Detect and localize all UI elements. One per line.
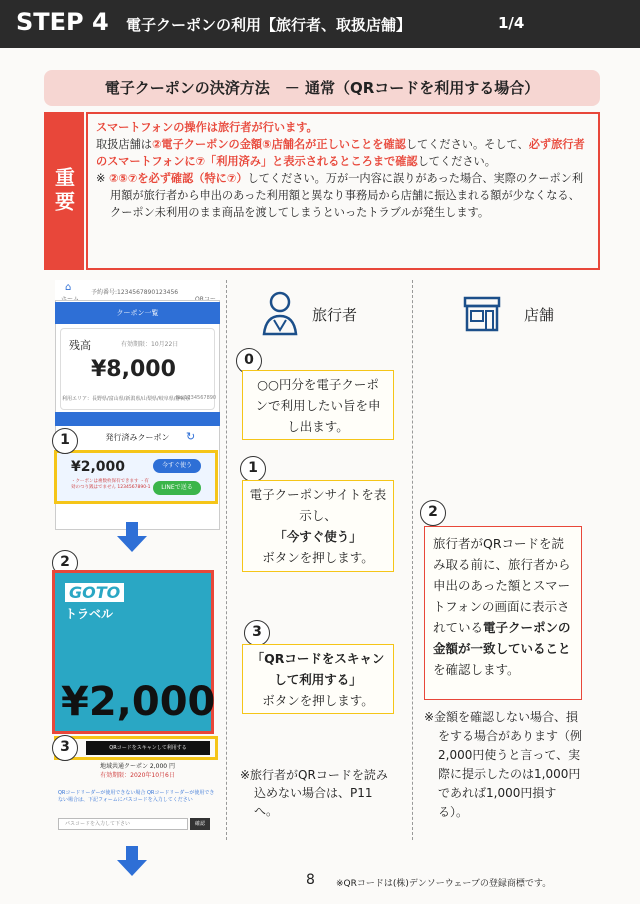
marker-3: 3 [52,735,78,761]
step-label: STEP 4 [16,8,109,36]
step-1-box [242,480,394,572]
step-2-text-b: 電子クーポンの金額が一致していること [433,620,571,656]
traveler-note: ※旅行者がQRコードを読み込めない場合は、P11へ。 [240,768,388,818]
notice-red-b: 必ず旅行者のスマートフォンに⑦「利用済み」と表示されるところまで確認 [96,138,585,168]
notice-red-a: ②電子クーポンの金額⑤店舗名が正しいことを確認 [151,138,406,151]
home-icon: ⌂ [65,282,72,293]
notice-note-red: ②⑤⑦を必ず確認（特に⑦） [108,172,248,185]
step-0-marker: 0 [236,348,262,374]
traveler-icon [262,290,298,336]
shop-heading: 店舗 [524,306,555,324]
step-3-box [242,644,394,714]
expiry-date: 有効期限：10月22日 [121,341,179,348]
step-2-text-a: 旅行者がQRコードを読み取る前に、旅行者から申出のあった額とスマートフォンの画面に表示されている [433,536,571,635]
traveler-heading: 旅行者 [312,306,358,324]
step-3-text-a: 「QRコードをスキャンして利用する」 [251,651,385,687]
important-label: 重要 [44,112,84,270]
step-1-marker: 1 [240,456,266,482]
balance-amount: ¥8,000 [91,357,176,382]
step-1-text-b: 「今すぐ使う」 [274,529,362,544]
step-0-box: ○○円分を電子クーポンで利用したい旨を申し出ます。 [242,370,394,440]
phone-band [55,412,220,426]
coupon-meta [60,762,215,780]
goto-amount: ¥2,000 [61,679,216,725]
confirm-button[interactable]: 確認 [190,818,210,830]
page-counter: 1/4 [498,14,525,32]
section-subtitle: 電子クーポンの決済方法 － 通常（QRコードを利用する場合） [44,70,600,106]
usage-area: 利用エリア：長野県/富山県/新潟県/山梨県/岐阜県/静岡県 [62,396,191,402]
passcode-input[interactable]: パスコードを入力して下さい [58,818,188,830]
step-1-text-c: ボタンを押します。 [262,550,374,565]
coupon-meta-expiry: 有効期限：2020年10月6日 [100,772,175,779]
marker-1: 1 [52,428,78,454]
coupon-number: No.1234567890 [176,395,217,401]
notice-note-text: してください。万が一内容に誤りがあった場合、実際のクーポン利用額が旅行者から申出のあった利用額と異なり事務局から店舗に振込まれる額が少なくなる、クーポン未利用のまま商品を渡してしまうといったトラブルが発生します。 [110,172,584,219]
notice-note-prefix: ※ [96,172,109,185]
coupon-meta-amount: 地域共通クーポン 2,000 円 [100,763,175,770]
shop-icon [462,296,502,332]
line-send-button[interactable]: LINEで送る [153,481,201,495]
arrow-down-icon [117,522,147,556]
coupon-card-highlight [54,450,218,504]
goto-logo: GOTO [65,583,124,602]
coupon-note: ・クーポンは複数枚保有できます ・有効のつり銭はでません 1234567890-1 [71,479,151,490]
step-2-marker: 2 [420,500,446,526]
marker-2: 2 [52,550,78,576]
scan-qr-button[interactable]: QRコードをスキャンして利用する [86,741,210,755]
notice-text-c: してください。 [417,155,496,168]
balance-label: 残高 [69,339,91,352]
reservation-id: 予約番号:1234567890123456 [91,289,179,296]
use-now-button[interactable]: 今すぐ使う [153,459,201,473]
step-1-text-a: 電子クーポンサイトを表示し、 [249,487,387,523]
important-notice [86,112,600,270]
refresh-icon[interactable]: ↻ [186,430,196,443]
arrow-down-icon [117,846,147,880]
column-divider [412,280,413,840]
trademark-note: ※QRコードは(株)デンソーウェーブの登録商標です。 [336,879,552,889]
page-number: 8 [306,872,315,888]
page-header [0,0,640,48]
step-2-box [424,526,582,700]
goto-subtitle: トラベル [65,607,114,621]
step-2-text-c: を確認します。 [433,662,520,677]
shop-note: ※金額を確認しない場合、損をする場合があります（例 2,000円使うと言って、実際に提示したのは1,000円であれば1,000円損する）。 [424,710,583,819]
column-divider [226,280,227,840]
coupon-amount: ¥2,000 [71,459,126,475]
page-title: 電子クーポンの利用【旅行者、取扱店舗】 [126,16,412,34]
phone-topbar [55,280,220,302]
notice-text-a: 取扱店舗は [96,138,152,151]
step-3-marker: 3 [244,620,270,646]
step-3-text-b: ボタンを押します。 [262,693,374,708]
qr-fallback-note: QRコードリーダーが使用できない場合 QRコードリーダーが使用できない場合は、下記フォームにパスコードを入力してください [58,790,215,803]
issued-coupons-label: 発行済みクーポン [105,433,170,442]
notice-line-1: スマートフォンの操作は旅行者が行います。 [96,121,318,134]
coupon-list-title: クーポン一覧 [55,302,220,324]
notice-text-b: してください。そして、 [405,138,529,151]
goto-coupon-image [52,570,214,734]
